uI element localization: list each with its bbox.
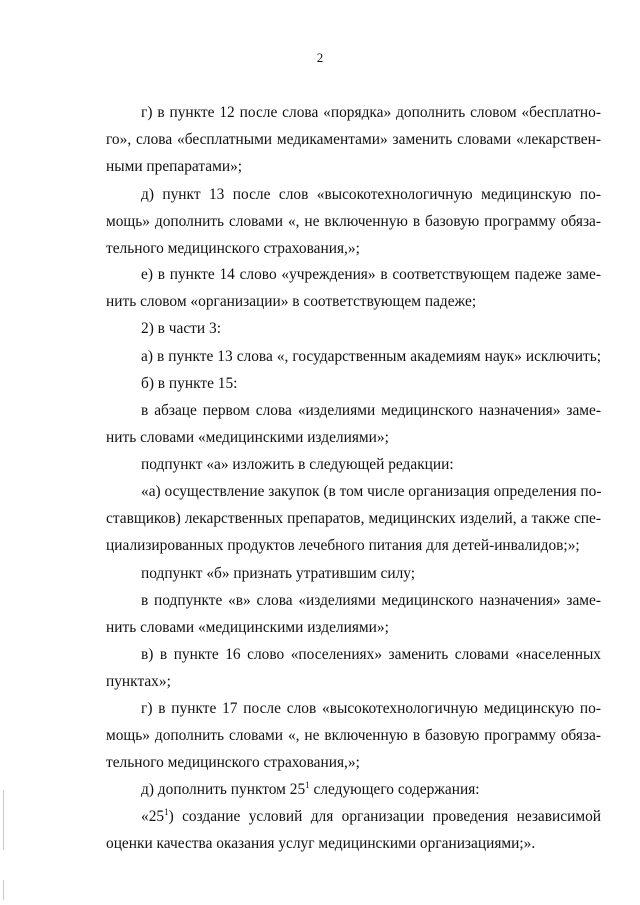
item-25-intro-before: д) дополнить пунктом 25 xyxy=(141,781,306,798)
text-line: ными препаратами»; xyxy=(106,158,243,175)
text-line: пунктах»; xyxy=(106,673,171,690)
text-line: тельного медицинского страхования,»; xyxy=(106,240,360,257)
text-line: циализированных продуктов лечебного питания для детей-инвалидов;»; xyxy=(106,537,580,554)
item-25-text-before: «25 xyxy=(141,808,165,825)
text-line: нить словом «организации» в соответствующем падеже; xyxy=(106,293,477,310)
text-line: а) в пункте 13 слова «, государственным академиям наук» исключить; xyxy=(141,348,601,365)
text-line: подпункт «а» изложить в следующей редакции: xyxy=(141,456,454,473)
text-line: ставщиков) лекарственных препаратов, медицинских изделий, а также спе- xyxy=(106,510,601,527)
text-line: д) пункт 13 после слов «высокотехнологичную медицинскую по- xyxy=(141,186,601,203)
scan-edge-mark xyxy=(3,880,4,900)
item-25-text-after: ) создание условий для организации проведения независимой xyxy=(168,808,601,825)
text-line: б) в пункте 15: xyxy=(141,375,238,392)
text-line: оценки качества оказания услуг медицинскими организациями;». xyxy=(106,835,536,852)
text-line: в) в пункте 16 слово «поселениях» заменить словами «населенных xyxy=(141,646,601,663)
text-line: подпункт «б» признать утратившим силу; xyxy=(141,565,416,582)
scan-edge-mark xyxy=(3,790,4,850)
page-number: 2 xyxy=(316,50,324,65)
text-line: 2) в части 3: xyxy=(141,320,221,337)
text-line: го», слова «бесплатными медикаментами» заменить словами «лекарствен- xyxy=(106,131,601,148)
superscript: 1 xyxy=(164,807,169,817)
text-line: мощь» дополнить словами «, не включенную в базовую программу обяза- xyxy=(106,213,601,230)
text-line xyxy=(141,808,601,826)
text-line: тельного медицинского страхования,»; xyxy=(106,754,360,771)
text-line: нить словами «медицинскими изделиями»; xyxy=(106,619,389,636)
text-line: в абзаце первом слова «изделиями медицинского назначения» заме- xyxy=(141,402,601,419)
text-line: нить словами «медицинскими изделиями»; xyxy=(106,429,389,446)
text-line xyxy=(141,781,480,799)
text-line: г) в пункте 12 после слова «порядка» дополнить словом «бесплатно- xyxy=(141,104,601,121)
text-line: е) в пункте 14 слово «учреждения» в соответствующем падеже заме- xyxy=(141,266,601,283)
text-line: «а) осуществление закупок (в том числе организация определения по- xyxy=(141,483,602,500)
text-line: г) в пункте 17 после слов «высокотехнологичную медицинскую по- xyxy=(141,700,601,717)
item-25-intro-after: следующего содержания: xyxy=(309,781,480,798)
superscript: 1 xyxy=(305,780,310,790)
text-line: в подпункте «в» слова «изделиями медицинского назначения» заме- xyxy=(141,592,601,609)
text-line: мощь» дополнить словами «, не включенную в базовую программу обяза- xyxy=(106,727,601,744)
